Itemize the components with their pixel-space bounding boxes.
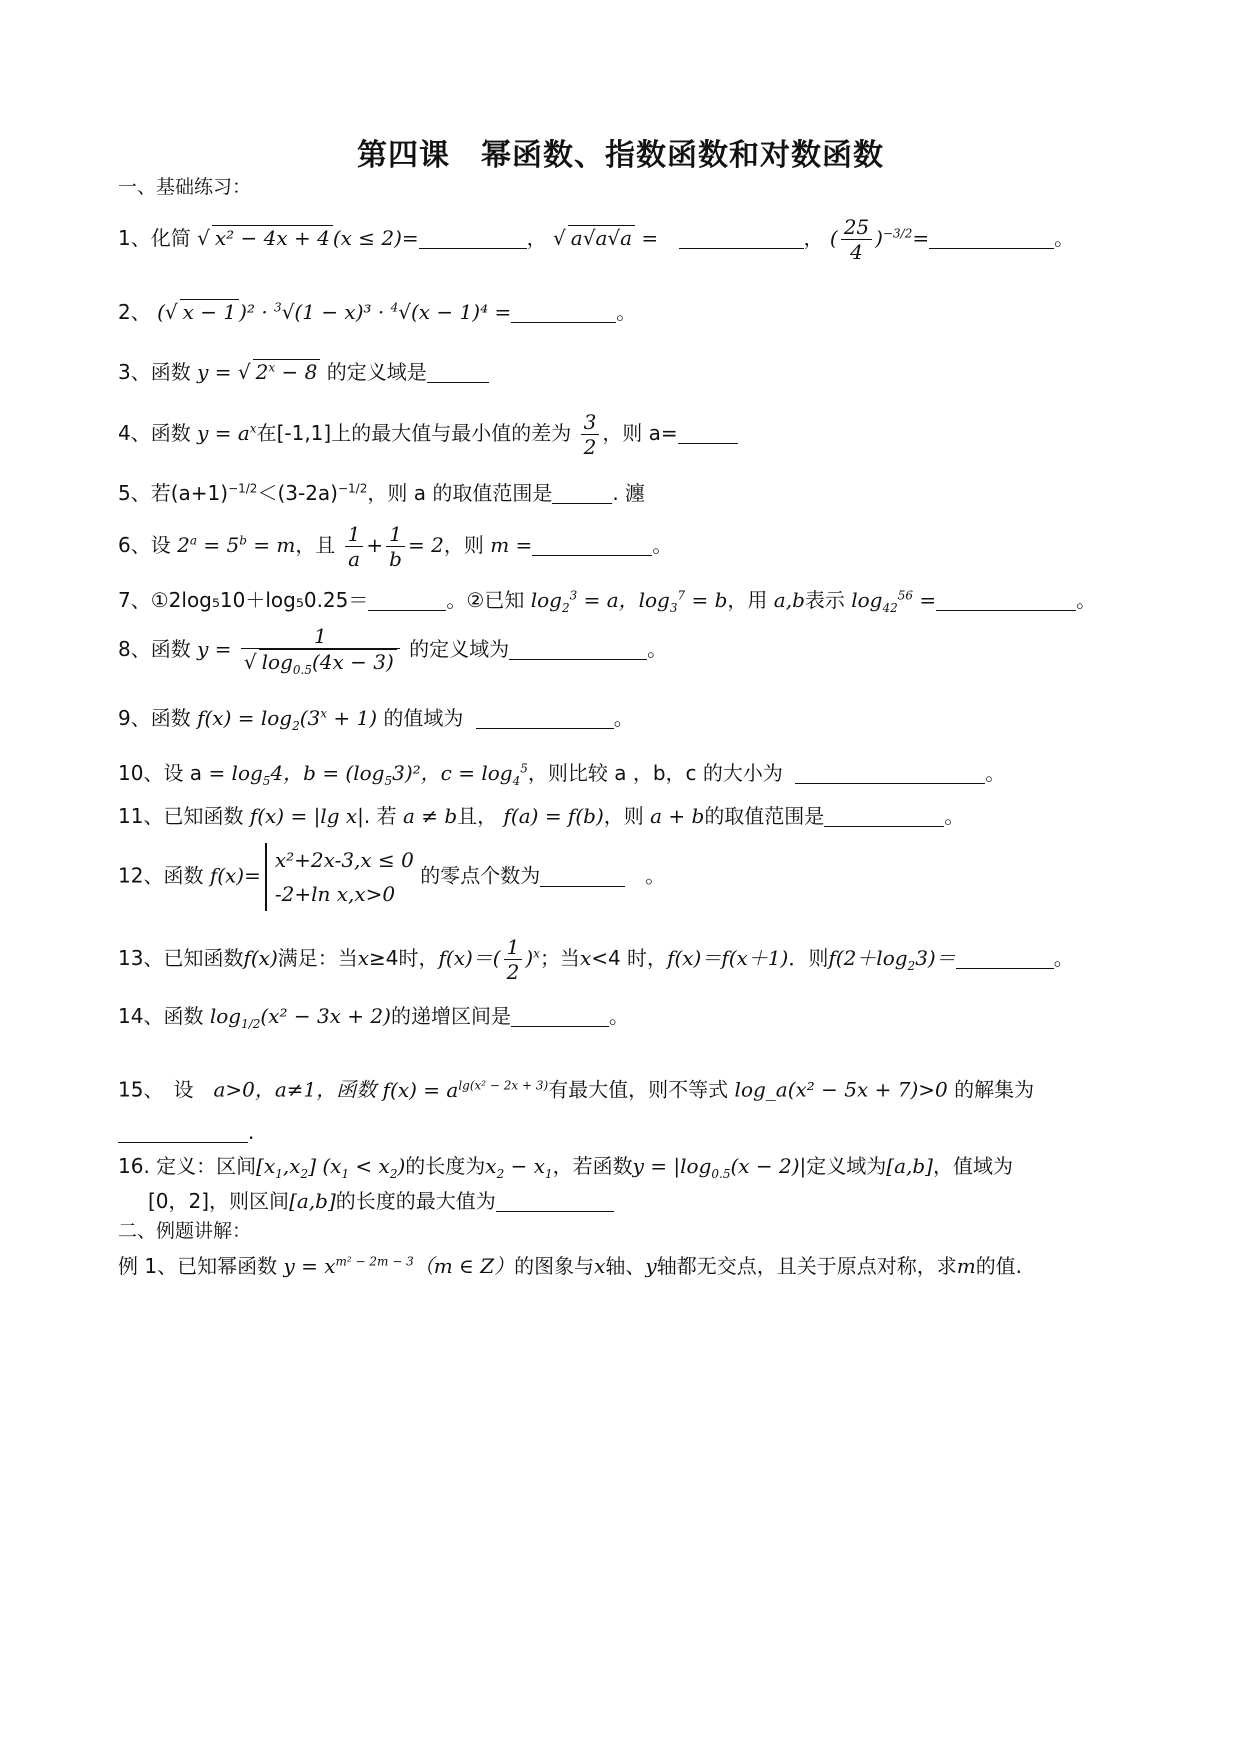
answer-blank[interactable]: [936, 590, 1076, 611]
piece-case: x²+2x-3,x ≤ 0: [274, 848, 414, 872]
answer-blank[interactable]: [419, 228, 527, 249]
question-text: 函数: [150, 706, 191, 730]
math-expression: (√ x − 1 )² · $^3$√(1 − x)³ · $^4$√(x − 1)⁴ =: [157, 300, 512, 324]
page-title: 第四课 幂函数、指数函数和对数函数: [357, 138, 884, 173]
math-expression: x: [579, 946, 592, 970]
math-expression: √ a√a√a =: [553, 226, 659, 250]
math-expression: $y = x^{m^2 - 2m - 3}(m$ ∈ Z）: [283, 1254, 515, 1278]
math-expression: $2^a = 5^b = m$: [177, 533, 296, 557]
question-text: 的定义域是: [326, 360, 427, 384]
question-text: 且，: [457, 804, 498, 828]
math-expression: f(a) = f(b): [503, 804, 604, 828]
question-7: 7、①2log₅10＋log₅0.25＝ 。②已知 $\log_2^3 = a$，$\log_3^7 = b$，用 a,b表示 $\log_{42}^{56}$ = 。: [118, 588, 1097, 615]
math-expression: √ x² − 4x + 4 (x ≤ 2)=: [197, 226, 419, 250]
question-text: 函数: [150, 360, 191, 384]
question-text: 函数: [163, 863, 204, 888]
question-number: 13、: [118, 946, 164, 970]
piecewise-definition: [265, 843, 414, 911]
question-text: ，用: [727, 588, 768, 612]
example-label: 例 1、: [118, 1254, 178, 1278]
question-text: 的递增区间是: [390, 1004, 511, 1028]
math-expression: [a,b]: [886, 1154, 933, 1178]
question-number: 6、: [118, 533, 151, 557]
answer-blank[interactable]: [532, 535, 652, 556]
answer-blank[interactable]: [678, 423, 738, 444]
math-expression: ( $\frac{25}{4}$ )$^{-3/2}$=: [829, 215, 930, 264]
math-expression: f(x): [243, 946, 278, 970]
math-expression: f(x)＝f(x＋1): [667, 946, 789, 970]
answer-blank[interactable]: [118, 1122, 248, 1143]
math-expression: $x_2 - x_1$: [485, 1154, 553, 1181]
question-text: ，则比较 a ，b，c 的大小为: [527, 761, 783, 785]
answer-blank[interactable]: [509, 639, 647, 660]
math-expression: $\frac{1}{a}$ + $\frac{1}{b}$ = 2: [342, 533, 444, 557]
answer-blank[interactable]: [540, 866, 625, 887]
question-14: 14、函数 $\log_{1/2}(x^2 - 3x + 2)$的递增区间是 。: [118, 1004, 629, 1031]
question-number: 16.: [118, 1154, 150, 1178]
question-text: 轴都无交点，且关于原点对称，求: [656, 1254, 957, 1278]
question-text: 的定义域为: [409, 637, 510, 661]
answer-blank[interactable]: [368, 590, 446, 611]
answer-blank[interactable]: [427, 362, 489, 383]
question-text: 已知函数: [163, 804, 244, 828]
question-number: 3、: [118, 360, 151, 384]
math-expression: $y = |\log_{0.5}(x - 2)|$: [632, 1154, 807, 1181]
question-text: 已知幂函数: [177, 1254, 278, 1278]
question-text: ，值域为: [933, 1154, 1013, 1178]
math-expression: = $\log_54$，$b = (\log_53)^2$，$c = \log_4^5$: [208, 761, 528, 788]
question-4: [118, 410, 1131, 459]
section-basic-exercises: 一、基础练习：: [118, 176, 252, 198]
math-expression: m: [956, 1254, 976, 1278]
question-number: 15、: [118, 1077, 154, 1102]
question-16-continued: [148, 1185, 1131, 1214]
fraction: $\frac{3}{2}$: [581, 410, 600, 459]
question-text: 的长度为: [405, 1154, 486, 1178]
question-text: 函数: [150, 637, 191, 661]
math-expression: f(x)=: [209, 863, 261, 888]
question-number: 5、: [118, 481, 151, 505]
math-expression: a + b: [650, 804, 705, 828]
question-3: [118, 356, 1131, 385]
math-expression: y = $\frac{1}{√ \log_{0.5}(4x - 3)}$: [197, 637, 403, 661]
math-expression: $f(2+\log_23)=$: [828, 946, 956, 973]
answer-blank[interactable]: [552, 483, 612, 504]
question-text: ①2log₅10＋log₅0.25＝: [150, 588, 369, 612]
question-text: 的解集为: [954, 1077, 1035, 1102]
question-text: 的图象与: [514, 1254, 595, 1278]
question-text: 。②已知: [446, 588, 525, 612]
math-expression: $[x_1,x_2] (x_1 < x_2)$: [256, 1154, 406, 1181]
math-expression: a>0，a≠1，函数: [213, 1077, 377, 1102]
question-13: 13、已知函数f(x)满足：当x≥4时，f(x)＝( $\frac{1}{2}$ )$^x$；当x<4 时，f(x)＝f(x＋1)．则$f(2+\log_23)=$ 。: [118, 935, 1074, 984]
math-expression: $\log_{1/2}(x^2 - 3x + 2)$: [209, 1004, 391, 1031]
question-number: 11、: [118, 804, 164, 828]
question-text: 的零点个数为: [420, 863, 541, 888]
answer-blank[interactable]: [511, 302, 616, 323]
section-example-explanation: 二、例题讲解：: [118, 1220, 252, 1242]
question-9: 9、函数 $f(x) = \log_2(3^x + 1)$ 的值域为 。: [118, 706, 634, 733]
question-text: ，则 a=: [602, 421, 678, 445]
question-5: 5、若$(a+1)^{-1/2}<(3-2a)^{-1/2}$，则 a 的取值范围是 . 瀍: [118, 481, 646, 505]
question-text: 表示: [804, 588, 845, 612]
math-expression: $f(x) = \log_2(3^x + 1)$: [197, 706, 378, 733]
answer-blank[interactable]: [824, 806, 944, 827]
question-text: ≥4时，: [369, 946, 439, 970]
math-expression: log_a(x² − 5x + 7)>0: [734, 1077, 948, 1102]
question-number: 1、: [118, 226, 151, 250]
question-text: 若(a+1): [150, 481, 229, 505]
answer-blank[interactable]: [511, 1006, 609, 1027]
math-expression: y = √ $2^x - 8$: [197, 360, 320, 384]
question-text: ，且: [295, 533, 336, 557]
question-number: 14、: [118, 1004, 164, 1028]
question-15: 15、 设 a>0，a≠1，函数 $f(x) = a^{lg(x^2 - 2x + 3)}$有最大值，则不等式 log_a(x² − 5x + 7)>0 的解集为 .: [118, 1077, 1035, 1144]
question-text: ，则 a 的取值范围是: [367, 481, 553, 505]
example-1: [118, 1250, 1131, 1279]
math-expression: y: [645, 1254, 657, 1278]
answer-blank[interactable]: [956, 948, 1054, 969]
math-expression: $\log_2^3 = a$，$\log_3^7 = b$: [530, 588, 728, 615]
question-text: 有最大值，则不等式: [548, 1077, 729, 1102]
math-expression: a,b: [773, 588, 805, 612]
question-text: 在[-1,1]上的最大值与最小值的差为: [256, 421, 572, 445]
question-text: ，则: [603, 804, 644, 828]
question-text: . 若: [363, 804, 397, 828]
answer-blank[interactable]: [679, 228, 804, 249]
math-expression: a ≠ b: [402, 804, 458, 828]
question-text: 设: [150, 533, 171, 557]
question-text: . 瀍: [612, 481, 646, 505]
question-text: 定义域为: [806, 1154, 887, 1178]
question-text: 的值.: [975, 1254, 1023, 1278]
question-number: 12、: [118, 863, 164, 888]
question-text: 的长度的最大值为: [335, 1189, 496, 1213]
question-text: 定义：区间: [156, 1154, 257, 1178]
question-text: 设: [173, 1077, 194, 1102]
question-number: 7、: [118, 588, 151, 612]
question-number: 8、: [118, 637, 151, 661]
question-text: <4 时，: [591, 946, 668, 970]
answer-blank[interactable]: [496, 1191, 614, 1212]
question-1: 1、化简 √ x² − 4x + 4 (x ≤ 2)= ， √ a√a√a = ， ( $\frac{25}{4}$ )$^{-3/2}$= 。: [118, 215, 1075, 264]
answer-blank[interactable]: [929, 228, 1054, 249]
question-text: 轴、: [605, 1254, 646, 1278]
question-number: 9、: [118, 706, 151, 730]
math-expression: f(x)＝( $\frac{1}{2}$ )$^x$: [438, 935, 540, 984]
math-expression: $\log_{42}^{56}$ =: [851, 588, 937, 615]
question-16: [118, 1150, 1131, 1181]
question-text: ；当: [539, 946, 580, 970]
question-number: 4、: [118, 421, 151, 445]
question-text: ．则: [788, 946, 829, 970]
answer-blank[interactable]: [795, 763, 985, 784]
question-text: 设 a: [163, 761, 203, 785]
question-number: 10、: [118, 761, 164, 785]
question-10: 10、设 $a = \log_54$，$b = (\log_53)^2$，$c = \log_4^5$，则比较 a ，b，c 的大小为 。: [118, 761, 1006, 788]
question-text: 函数: [163, 1004, 204, 1028]
math-expression: $y = a^x$: [197, 421, 257, 445]
question-text: [0，2]，则区间: [148, 1189, 290, 1213]
answer-blank[interactable]: [476, 708, 614, 729]
math-expression: x: [357, 946, 370, 970]
question-8: 8、函数 y = $\frac{1}{√ \log_{0.5}(4x - 3)}$ 的定义域为 。: [118, 624, 668, 677]
math-expression: [a,b]: [289, 1189, 336, 1213]
question-text: ＜(3-2a): [257, 481, 338, 505]
question-6: 6、设 $2^a = 5^b = m$，且 $\frac{1}{a}$ + $\frac{1}{b}$ = 2，则 m = 。: [118, 522, 673, 571]
math-expression: f(x) = |lg x|: [249, 804, 364, 828]
question-12: 12、函数 f(x)= x²+2x-3,x ≤ 0 -2+ln x,x>0 的零点个数为 。: [118, 843, 1131, 911]
question-text: 的取值范围是: [704, 804, 825, 828]
math-expression: $f(x) = a^{lg(x^2 - 2x + 3)}$: [382, 1077, 549, 1102]
math-expression: m =: [490, 533, 533, 557]
question-text: ，则: [443, 533, 484, 557]
question-text: 已知函数: [163, 946, 244, 970]
math-expression: x: [594, 1254, 606, 1278]
question-text: 满足：当: [277, 946, 358, 970]
question-2: 2、 (√ x − 1 )² · $^3$√(1 − x)³ · $^4$√(x − 1)⁴ = 。: [118, 300, 637, 324]
question-number: 2、: [118, 300, 151, 324]
question-text: 函数: [150, 421, 191, 445]
question-11: 11、已知函数 f(x) = |lg x|. 若 a ≠ b且， f(a) = f(b)，则 a + b的取值范围是 。: [118, 804, 965, 828]
question-text: 的值域为: [383, 706, 464, 730]
question-text: ，若函数: [552, 1154, 633, 1178]
piece-case: -2+ln x,x>0: [274, 882, 396, 906]
question-text: 化简: [150, 226, 191, 250]
